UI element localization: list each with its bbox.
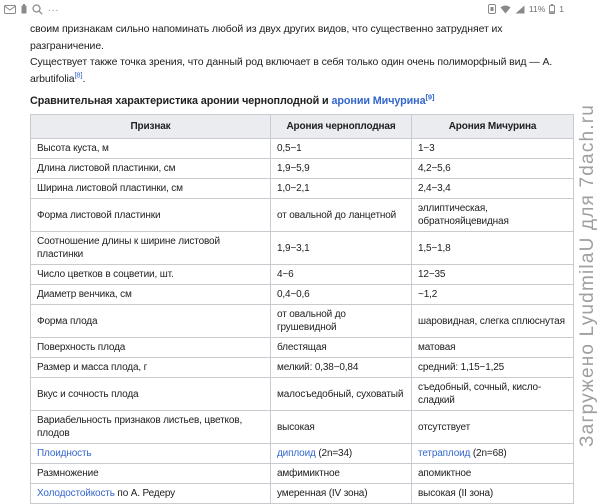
status-bar-right [488, 4, 564, 14]
watermark: Загружено LyudmilaU для 7dach.ru [577, 103, 598, 447]
text-run: малосъедобный, суховатый [277, 388, 404, 400]
text-run: средний: 1,15−1,25 [418, 362, 505, 373]
value-cell [412, 411, 574, 444]
value-cell [271, 159, 412, 179]
value-cell [271, 305, 412, 338]
battery-percent-label: 11% [528, 4, 546, 14]
table-row [31, 179, 574, 199]
value-cell [412, 232, 574, 265]
wiki-link[interactable]: Холодостойкость [37, 488, 115, 499]
text-run: Существует также точка зрения, что данный род включает в себя только один очень полиморфный вид — [30, 56, 543, 68]
table-header-row [31, 115, 574, 139]
text-run: Поверхность плода [37, 342, 126, 353]
feature-cell [31, 358, 271, 378]
table-row [31, 358, 574, 378]
text-run: Соотношение длины к ширине листовой пластинки [37, 236, 220, 260]
text-run: 1−3 [418, 143, 435, 154]
battery-small-icon [21, 4, 27, 14]
value-cell [271, 232, 412, 265]
text-run: эллиптическая, обратнояйцевидная [418, 203, 509, 227]
table-row [31, 411, 574, 444]
table-row [31, 378, 574, 411]
feature-cell [31, 139, 271, 159]
text-run: Форма плода [37, 315, 98, 327]
text-run: Ширина листовой пластинки, см [37, 183, 183, 194]
value-cell [271, 139, 412, 159]
feature-cell [31, 444, 271, 464]
text-run: 12−35 [418, 269, 446, 280]
table-body [31, 139, 574, 504]
column-header: Арония Мичурина [412, 115, 574, 139]
text-run: высокая [277, 421, 315, 433]
feature-cell [31, 484, 271, 504]
value-cell [271, 199, 412, 232]
wiki-link[interactable]: диплоид [277, 448, 316, 459]
table-row [31, 444, 574, 464]
value-cell [271, 464, 412, 484]
status-bar-left [4, 4, 59, 15]
reference-link[interactable]: [8] [74, 70, 83, 79]
text-run: отсутствует [418, 421, 470, 433]
table-row [31, 265, 574, 285]
text-run: 0,5−1 [277, 143, 302, 154]
value-cell [271, 358, 412, 378]
value-cell [271, 179, 412, 199]
comparison-table [30, 114, 574, 504]
table-row [31, 484, 574, 504]
text-run: Вкус и сочность плода [37, 388, 139, 400]
value-cell [412, 199, 574, 232]
table-title [30, 92, 573, 107]
search-icon [32, 4, 43, 15]
value-cell [412, 285, 574, 305]
text-run: от овальной до ланцетной [277, 209, 397, 221]
feature-cell [31, 265, 271, 285]
value-cell [271, 484, 412, 504]
column-header: Арония черноплодная [271, 115, 412, 139]
feature-cell [31, 285, 271, 305]
feature-cell [31, 338, 271, 358]
feature-cell [31, 199, 271, 232]
value-cell [271, 378, 412, 411]
signal-icon [515, 5, 525, 14]
value-cell [412, 179, 574, 199]
text-run: (2n=68) [470, 448, 507, 459]
feature-cell [31, 305, 271, 338]
text-run: 1,5−1,8 [418, 242, 451, 254]
value-cell [271, 444, 412, 464]
value-cell [412, 265, 574, 285]
table-row [31, 464, 574, 484]
wiki-link[interactable]: аронии Мичурина [331, 95, 426, 107]
article-content [30, 21, 573, 504]
status-bar [0, 0, 600, 16]
reference-link[interactable]: [9] [425, 92, 435, 102]
text-run: Сравнительная характеристика аронии черноплодной и [30, 95, 332, 107]
text-run: 4,2−5,6 [418, 163, 451, 174]
value-cell [412, 338, 574, 358]
text-run: 1,9−3,1 [277, 242, 310, 254]
text-run: 1,0−2,1 [277, 183, 310, 194]
text-run: (2n=34) [315, 448, 353, 459]
text-run: Высота куста, м [37, 143, 109, 154]
feature-cell [31, 179, 271, 199]
value-cell [412, 358, 574, 378]
feature-cell [31, 411, 271, 444]
value-cell [271, 338, 412, 358]
text-run: шаровидная, слегка сплюснутая [418, 315, 565, 327]
mail-icon [4, 5, 16, 14]
text-run: матовая [418, 342, 456, 353]
battery-icon [549, 4, 555, 14]
table-row [31, 139, 574, 159]
text-run: по А. Редеру [114, 488, 176, 499]
text-run: 2,4−3,4 [418, 183, 451, 194]
value-cell [412, 159, 574, 179]
table-row [31, 232, 574, 265]
wiki-link[interactable]: Плоидность [37, 448, 92, 459]
status-trailing-label: 1 [559, 4, 564, 14]
text-run: Число цветков в соцветии, шт. [37, 269, 174, 280]
text-run: съедобный, сочный, кисло-сладкий [418, 382, 542, 406]
value-cell [271, 285, 412, 305]
table-row [31, 338, 574, 358]
text-run: Размножение [37, 468, 99, 479]
paragraph-line-1 [30, 21, 573, 54]
table-row [31, 199, 574, 232]
text-run: Диаметр венчика, см [37, 289, 132, 300]
feature-cell [31, 464, 271, 484]
text-run: 0,4−0,6 [277, 289, 310, 300]
table-row [31, 305, 574, 338]
value-cell [412, 484, 574, 504]
feature-cell [31, 378, 271, 411]
text-run: от овальной до грушевидной [277, 309, 346, 333]
battery-saver-icon [488, 4, 496, 14]
value-cell [412, 444, 574, 464]
value-cell [412, 464, 574, 484]
text-run: Вариабельность признаков листьев, цветков, плодов [37, 415, 243, 439]
ellipsis-icon: ... [48, 3, 60, 14]
value-cell [271, 265, 412, 285]
text-run: умеренная (IV зона) [277, 488, 368, 499]
wifi-icon [500, 5, 511, 14]
value-cell [271, 411, 412, 444]
paragraph-line-2 [30, 54, 573, 87]
feature-cell [31, 232, 271, 265]
feature-cell [31, 159, 271, 179]
table-row [31, 159, 574, 179]
column-header: Признак [31, 115, 271, 139]
text-run: апомиктное [418, 468, 472, 479]
value-cell [412, 305, 574, 338]
text-run: высокая (II зона) [418, 488, 494, 499]
value-cell [412, 139, 574, 159]
value-cell [412, 378, 574, 411]
text-run: A. arbutifolia [30, 56, 553, 85]
text-run: 1,9−5,9 [277, 163, 310, 174]
text-run: мелкий: 0,38−0,84 [277, 362, 359, 373]
text-run: амфимиктное [277, 468, 340, 479]
text-run: ~1,2 [418, 289, 438, 300]
wiki-link[interactable]: тетраплоид [418, 448, 471, 459]
text-run: своим признакам сильно напоминать любой из двух других видов, что существенно затрудняет их разграничение. [30, 23, 503, 52]
text-run: . [82, 72, 86, 85]
text-run: 4−6 [277, 269, 294, 280]
table-row [31, 285, 574, 305]
text-run: Форма листовой пластинки [37, 209, 161, 221]
text-run: Длина листовой пластинки, см [37, 163, 176, 174]
text-run: Размер и масса плода, г [37, 362, 148, 373]
text-run: блестящая [277, 342, 327, 353]
